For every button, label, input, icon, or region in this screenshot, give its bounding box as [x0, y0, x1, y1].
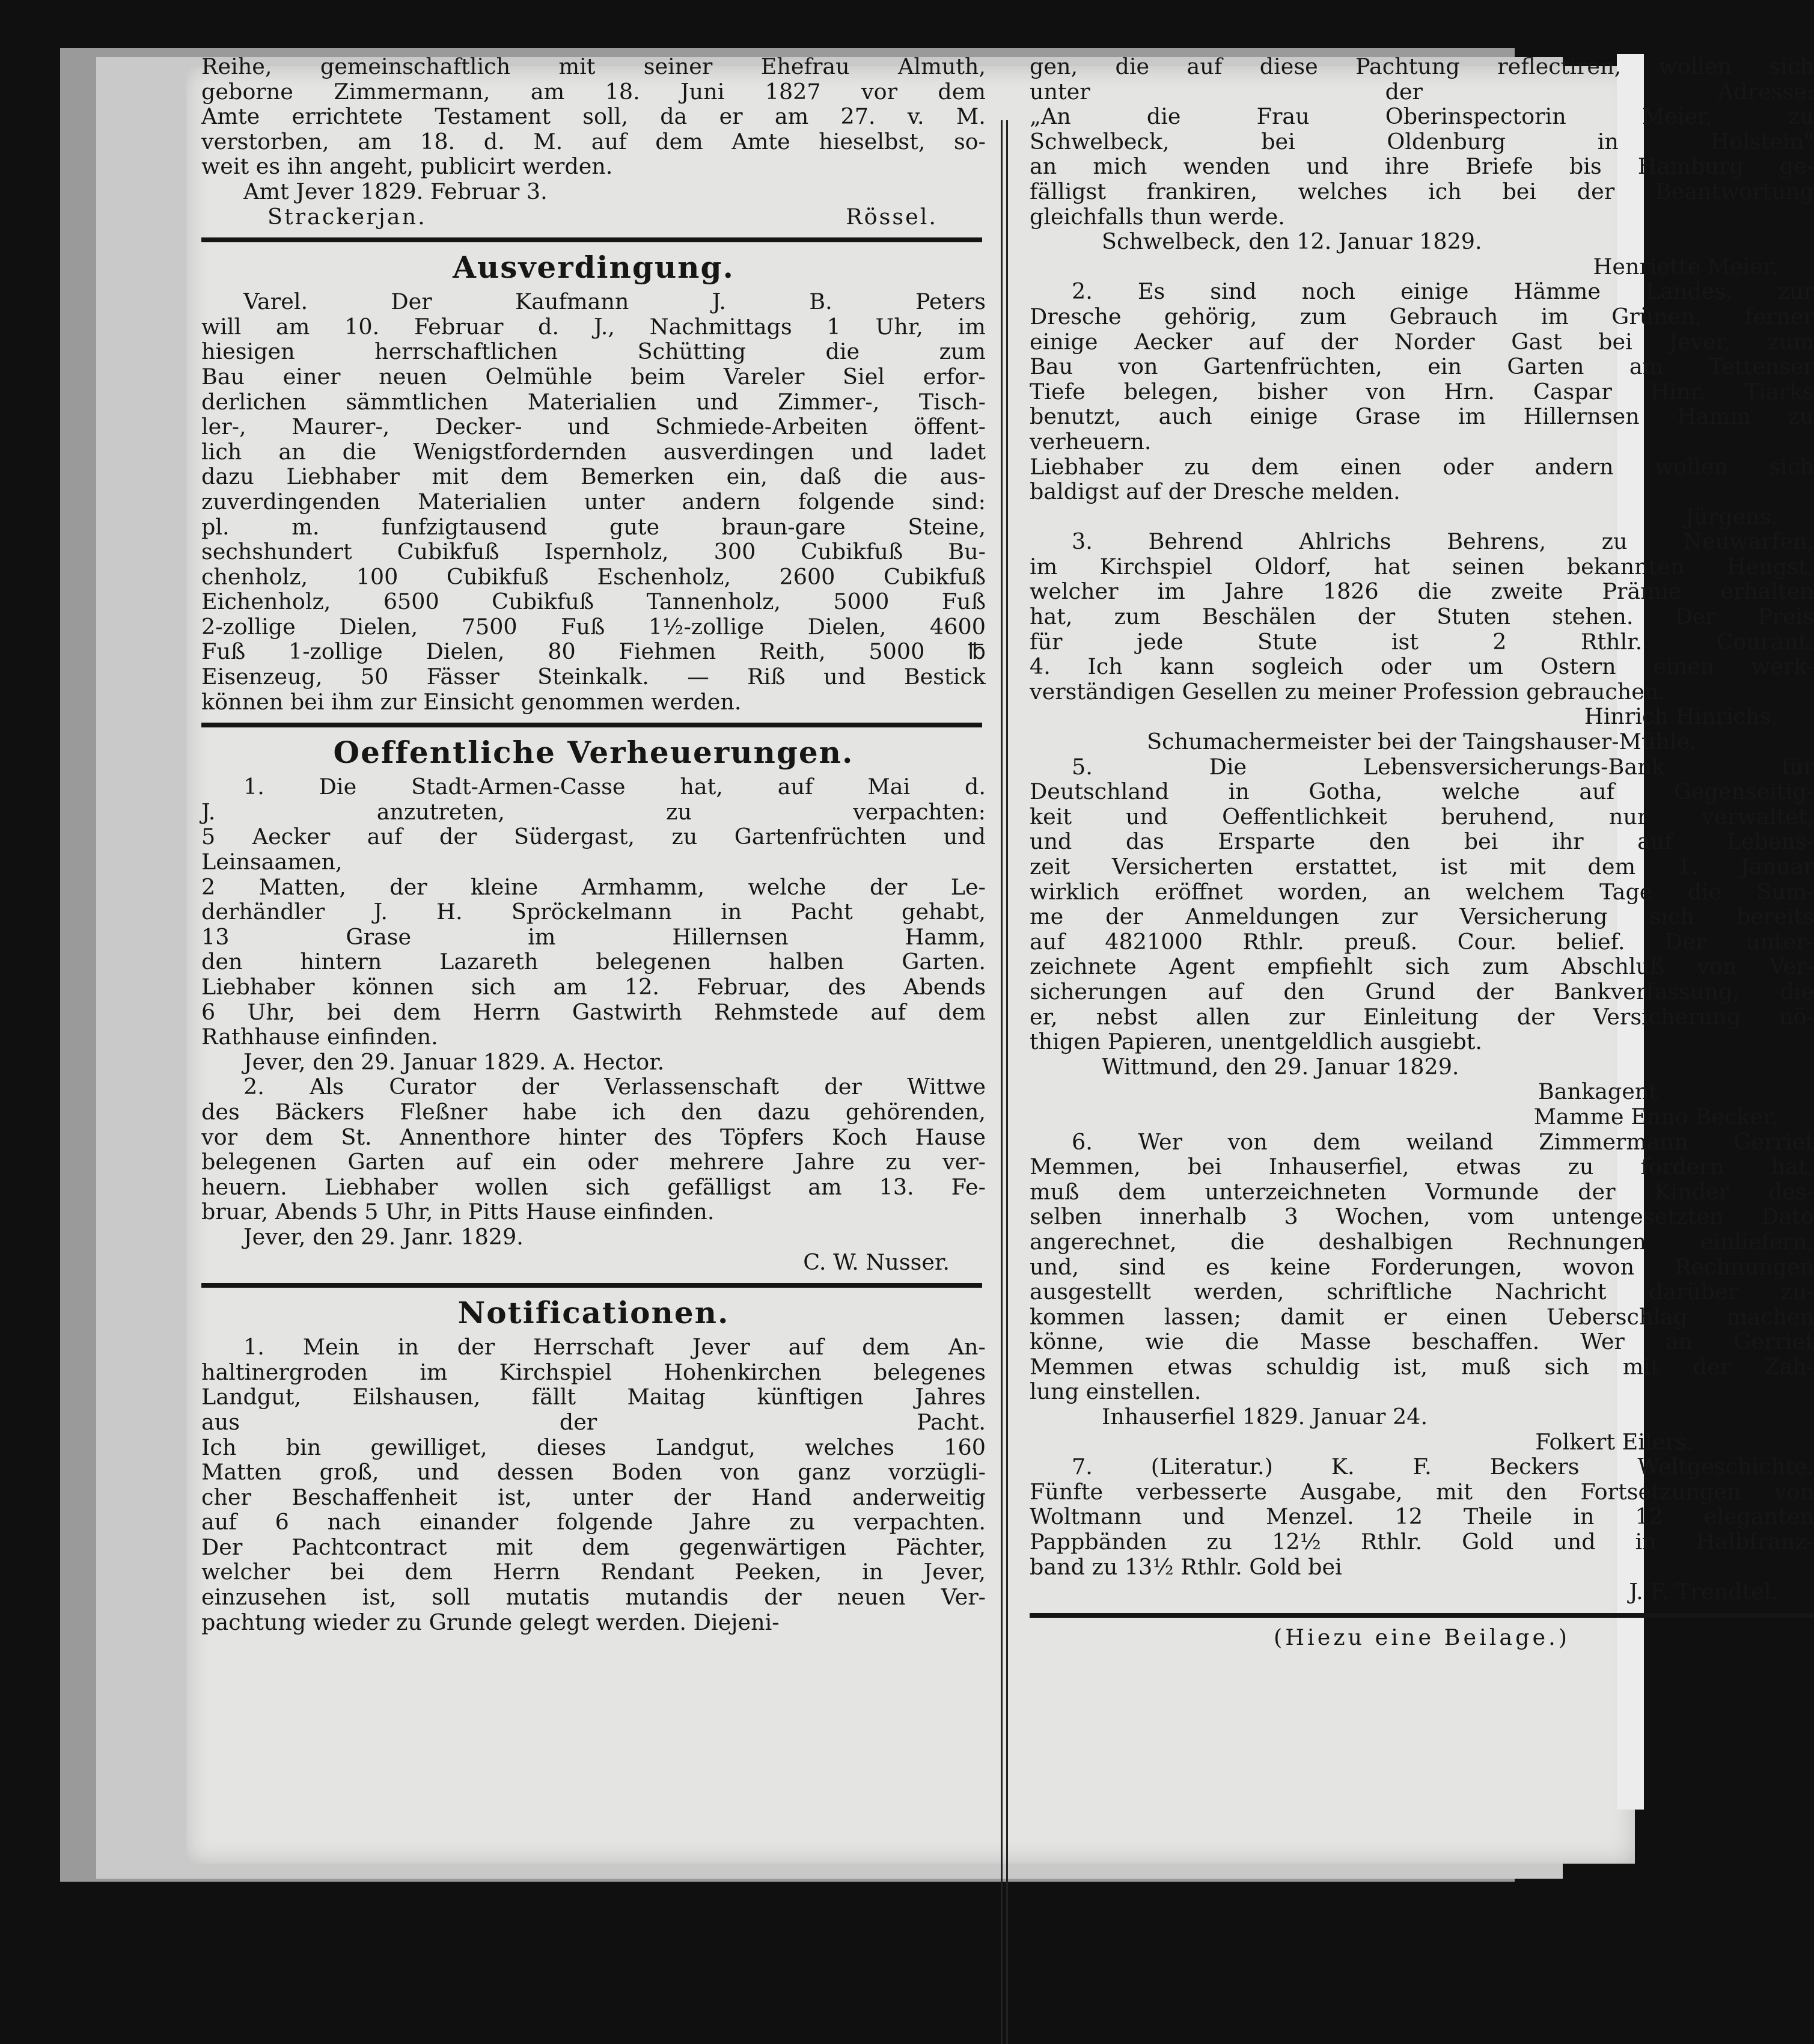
text-line: Dresche gehörig, zum Gebrauch im Grünen, ferner: [1030, 303, 1814, 329]
text-line: vor dem St. Annenthore hinter des Töpfers Koch Hause: [201, 1124, 986, 1150]
text-line: er, nebst allen zur Einleitung der Versicherung nö-: [1030, 1003, 1814, 1030]
text-line: 6 Uhr, bei dem Herrn Gastwirth Rehmstede auf dem: [201, 999, 986, 1025]
footer-supplement-note: (Hiezu eine Beilage.): [1273, 1624, 1570, 1650]
section-rule: [201, 723, 982, 727]
text-line: angerechnet, die deshalbigen Rechnungen einliefern,: [1030, 1228, 1814, 1255]
section-rule: [201, 1283, 982, 1288]
text-line: baldigst auf der Dresche melden.: [1030, 479, 1400, 505]
text-line: zeichnete Agent empfiehlt sich zum Abschluß von Ver-: [1030, 953, 1814, 980]
text-line: Ich bin gewilliget, dieses Landgut, welches 160: [201, 1434, 986, 1460]
text-line: und, sind es keine Forderungen, wovon Rechnungen: [1030, 1253, 1814, 1280]
text-line: 4. Ich kann sogleich oder um Ostern einen werk-: [1030, 653, 1814, 680]
text-line: thigen Papieren, unentgeldlich ausgiebt.: [1030, 1029, 1482, 1055]
text-line: Liebhaber zu dem einen oder andern wollen sich: [1030, 453, 1814, 480]
text-line: ausgestellt werden, schriftliche Nachricht darüber zu-: [1030, 1279, 1814, 1305]
text-line: 2. Es sind noch einige Hämme Landes, zur: [1072, 278, 1814, 305]
text-line: 2 Matten, der kleine Armhamm, welche der Le-: [201, 874, 986, 900]
verheuerungen-signature-2: C. W. Nusser.: [803, 1249, 950, 1275]
text-line: me der Anmeldungen zur Versicherung sich bereits: [1030, 904, 1814, 930]
text-line: derlichen sämmtlichen Materialien und Zimmer-, Tisch-: [201, 388, 986, 415]
text-line: aus der Pacht.: [201, 1409, 986, 1435]
notice-7-text: [1030, 1454, 1814, 1579]
text-line: heuern. Liebhaber wollen sich gefälligst am 13. Fe-: [201, 1173, 986, 1200]
text-line: hiesigen herrschaftlichen Schütting die zum: [201, 338, 986, 365]
right-column: [1030, 54, 1814, 1650]
text-line: Bau einer neuen Oelmühle beim Vareler Siel erfor-: [201, 363, 986, 390]
text-line: Matten groß, und dessen Boden von ganz vorzügli-: [201, 1459, 986, 1486]
text-line: im Kirchspiel Oldorf, hat seinen bekannten Hengst,: [1030, 553, 1814, 580]
text-line: und das Ersparte den bei ihr auf Lebens-: [1030, 828, 1814, 855]
text-line: will am 10. Februar d. J., Nachmittags 1 Uhr, im: [201, 313, 986, 340]
text-line: Eisenzeug, 50 Fässer Steinkalk. — Riß und Bestick: [201, 664, 986, 690]
section-rule: [1030, 1613, 1814, 1618]
text-line: Leinsaamen,: [201, 849, 343, 875]
text-line: band zu 13½ Rthlr. Gold bei: [1030, 1553, 1342, 1580]
text-line: Varel. Der Kaufmann J. B. Peters: [243, 289, 986, 315]
notice-date-schwelbeck: Schwelbeck, den 12. Januar 1829.: [1102, 228, 1482, 255]
text-line: weit es ihn angeht, publicirt werden.: [201, 153, 613, 180]
intro-place-date: Amt Jever 1829. Februar 3.: [243, 178, 548, 204]
text-line: 5. Die Lebensversicherungs-Bank für: [1072, 753, 1814, 780]
text-line: einzusehen ist, soll mutatis mutandis der neuen Ver-: [201, 1584, 986, 1611]
text-line: welcher bei dem Herrn Rendant Peeken, in Jever,: [201, 1559, 986, 1585]
text-line: keit und Oeffentlichkeit beruhend, nur verwaltet,: [1030, 803, 1814, 830]
notice-2-text: [1030, 279, 1814, 504]
text-line: sechshundert Cubikfuß Ispernholz, 300 Cubikfuß Bu-: [201, 539, 986, 565]
verheuerungen-date-2: Jever, den 29. Janr. 1829.: [243, 1223, 524, 1250]
text-line: kommen lassen; damit er einen Ueberschlag machen: [1030, 1303, 1814, 1330]
text-line: 13 Grase im Hillernsen Hamm,: [201, 923, 986, 950]
intro-signatures: [201, 204, 986, 230]
text-line: bruar, Abends 5 Uhr, in Pitts Hause einfinden.: [201, 1199, 715, 1225]
text-line: J. anzutreten, zu verpachten:: [201, 798, 986, 825]
signature-meier: Henriette Meier.: [1593, 253, 1778, 280]
text-line: sicherungen auf den Grund der Bankverfassung, die: [1030, 978, 1814, 1005]
text-line: zeit Versicherten erstattet, ist mit dem 1. Januar: [1030, 854, 1814, 880]
text-line: verstorben, am 18. d. M. auf dem Amte hieselbst, so-: [201, 128, 986, 155]
text-line: hat, zum Beschälen der Stuten stehen. Der Preis: [1030, 604, 1814, 630]
text-line: Eichenholz, 6500 Cubikfuß Tannenholz, 5000 Fuß: [201, 589, 986, 615]
text-line: unter der Adresse:: [1030, 78, 1814, 105]
text-line: Tiefe belegen, bisher von Hrn. Caspar Hinr. Tiarks: [1030, 378, 1814, 405]
text-line: 1. Die Stadt-Armen-Casse hat, auf Mai d.: [243, 774, 986, 800]
column-divider: [1006, 120, 1008, 2044]
text-line: auf 4821000 Rthlr. preuß. Cour. belief. Der unter-: [1030, 928, 1814, 955]
column-divider: [1001, 120, 1003, 2044]
signature-hinrichs-title: Schumachermeister bei der Taingshauser-Mühle.: [1147, 729, 1697, 755]
text-line: 5 Aecker auf der Südergast, zu Gartenfrüchten und: [201, 824, 986, 850]
notice-continuation: [1030, 54, 1814, 229]
notice-date-inhauserfiel: Inhauserfiel 1829. Januar 24.: [1102, 1404, 1428, 1430]
notice-5-text: [1030, 754, 1814, 1054]
text-line: einige Aecker auf der Norder Gast bei Jever, zum: [1030, 328, 1814, 355]
signature-roessel: Rössel.: [846, 203, 938, 230]
text-line: belegenen Garten auf ein oder mehrere Jahre zu ver-: [201, 1149, 986, 1175]
notice-6-text: [1030, 1130, 1814, 1405]
signature-juergens: Jürgens.: [1685, 503, 1778, 530]
text-line: 6. Wer von dem weiland Zimmermann Gerriet: [1072, 1128, 1814, 1155]
text-line: Schwelbeck, bei Oldenburg in Holstein": [1030, 128, 1814, 155]
text-line: pl. m. funfzigtausend gute braun-gare Steine,: [201, 513, 986, 540]
text-line: Reihe, gemeinschaftlich mit seiner Ehefrau Almuth,: [201, 54, 986, 79]
section-rule: [201, 237, 982, 242]
text-line: 7. (Literatur.) K. F. Beckers Weltgeschichte.: [1072, 1454, 1814, 1480]
heading-ausverdingung: Ausverdingung.: [453, 249, 734, 286]
text-line: pachtung wieder zu Grunde gelegt werden. Diejeni-: [201, 1609, 780, 1635]
text-line: ler-, Maurer-, Decker- und Schmiede-Arbeiten öffent-: [201, 414, 986, 440]
text-line: fälligst frankiren, welches ich bei der Beantwortung: [1030, 178, 1814, 204]
text-line: 3. Behrend Ahlrichs Behrens, zu Neuwarfen,: [1072, 528, 1814, 555]
text-line: Der Pachtcontract mit dem gegenwärtigen Pächter,: [201, 1534, 986, 1560]
heading-verheuerungen: Oeffentliche Verheuerungen.: [333, 735, 854, 771]
text-line: selben innerhalb 3 Wochen, vom untengesetzten Dato: [1030, 1204, 1814, 1230]
signature-eilers: Folkert Eilers.: [1535, 1428, 1694, 1455]
text-line: gen, die auf diese Pachtung reflectiren, wollen sich: [1030, 54, 1814, 79]
text-line: Fuß 1-zollige Dielen, 80 Fiehmen Reith, 5000 ℔: [201, 638, 986, 665]
text-line: lung einstellen.: [1030, 1378, 1202, 1405]
text-line: können bei ihm zur Einsicht genommen werden.: [201, 688, 742, 715]
text-line: Memmen etwas schuldig ist, muß sich mit der Zah-: [1030, 1353, 1814, 1380]
text-line: Pappbänden zu 12½ Rthlr. Gold und in Halbfranz-: [1030, 1529, 1814, 1555]
text-line: Amte errichtete Testament soll, da er am 27. v. M.: [201, 103, 986, 130]
text-line: 1. Mein in der Herrschaft Jever auf dem An-: [243, 1334, 986, 1360]
signature-hinrichs: Hinrich Hinrichs,: [1584, 703, 1778, 730]
text-line: den hintern Lazareth belegenen halben Garten.: [201, 949, 986, 975]
text-line: an mich wenden und ihre Briefe bis Hamburg ge-: [1030, 153, 1814, 180]
text-line: wirklich eröffnet worden, an welchem Tage die Sum-: [1030, 878, 1814, 905]
text-line: benutzt, auch einige Grase im Hillernsen Hamm zu: [1030, 403, 1814, 430]
text-line: für jede Stute ist 2 Rthlr. Courant.: [1030, 628, 1814, 655]
verheuerungen-date-1: Jever, den 29. Januar 1829. A. Hector.: [243, 1048, 665, 1075]
text-line: muß dem unterzeichneten Vormunde der Kinder des-: [1030, 1178, 1814, 1205]
notice-date-wittmund: Wittmund, den 29. Januar 1829.: [1102, 1053, 1459, 1080]
text-line: lich an die Wenigstfordernden ausverdingen und ladet: [201, 438, 986, 465]
text-line: des Bäckers Fleßner habe ich den dazu gehörenden,: [201, 1098, 986, 1125]
text-line: dazu Liebhaber mit dem Bemerken ein, daß die aus-: [201, 464, 986, 490]
text-line: chenholz, 100 Cubikfuß Eschenholz, 2600 Cubikfuß: [201, 563, 986, 590]
text-line: zuverdingenden Materialien unter andern folgende sind:: [201, 488, 986, 515]
text-line: auf 6 nach einander folgende Jahre zu verpachten.: [201, 1509, 986, 1535]
text-line: Rathhause einfinden.: [201, 1024, 438, 1050]
text-line: derhändler J. H. Spröckelmann in Pacht gehabt,: [201, 899, 986, 925]
text-line: Fünfte verbesserte Ausgabe, mit den Fortsetzungen von: [1030, 1478, 1814, 1505]
text-line: Woltmann und Menzel. 12 Theile in 12 eleganten: [1030, 1504, 1814, 1530]
signature-becker: Mamme Enno Becker.: [1533, 1103, 1778, 1130]
text-line: verheuern.: [1030, 428, 1152, 454]
heading-notificationen: Notificationen.: [457, 1295, 730, 1331]
signature-strackerjan: Strackerjan.: [267, 203, 427, 230]
ausverdingung-text: [201, 289, 986, 714]
text-line: welcher im Jahre 1826 die zweite Prämie erhalten: [1030, 578, 1814, 605]
text-line: Landgut, Eilshausen, fällt Maitag künftigen Jahres: [201, 1384, 986, 1410]
text-line: geborne Zimmermann, am 18. Juni 1827 vor dem: [201, 78, 986, 105]
verheuerungen-text-2: [201, 1074, 986, 1225]
text-line: Memmen, bei Inhauserfiel, etwas zu fordern hat,: [1030, 1154, 1814, 1180]
text-line: Deutschland in Gotha, welche auf Gegenseitig-: [1030, 779, 1814, 805]
notice-3-4-text: [1030, 529, 1814, 704]
left-column: [201, 54, 986, 1635]
text-line: gleichfalls thun werde.: [1030, 203, 1285, 230]
intro-notice: [201, 54, 986, 179]
notificationen-text: [201, 1335, 986, 1635]
text-line: Bau von Gartenfrüchten, ein Garten am Tettenser: [1030, 353, 1814, 380]
text-line: Liebhaber können sich am 12. Februar, des Abends: [201, 974, 986, 1000]
text-line: 2. Als Curator der Verlassenschaft der Wittwe: [243, 1074, 986, 1100]
verheuerungen-text-1: [201, 774, 986, 1050]
text-line: verständigen Gesellen zu meiner Profession gebrauchen.: [1030, 678, 1666, 705]
text-line: haltinergroden im Kirchspiel Hohenkirchen belegenes: [201, 1359, 986, 1385]
text-line: 2-zollige Dielen, 7500 Fuß 1½-zollige Dielen, 4600: [201, 613, 986, 640]
text-line: „An die Frau Oberinspectorin Meier, zu: [1030, 103, 1814, 130]
signature-bankagent-title: Bankagent: [1538, 1079, 1658, 1105]
signature-trendtel: J. F. Trendtel.: [1629, 1579, 1778, 1605]
text-line: cher Beschaffenheit ist, unter der Hand anderweitig: [201, 1484, 986, 1510]
text-line: könne, wie die Masse beschaffen. Wer an Gerriet: [1030, 1329, 1814, 1355]
